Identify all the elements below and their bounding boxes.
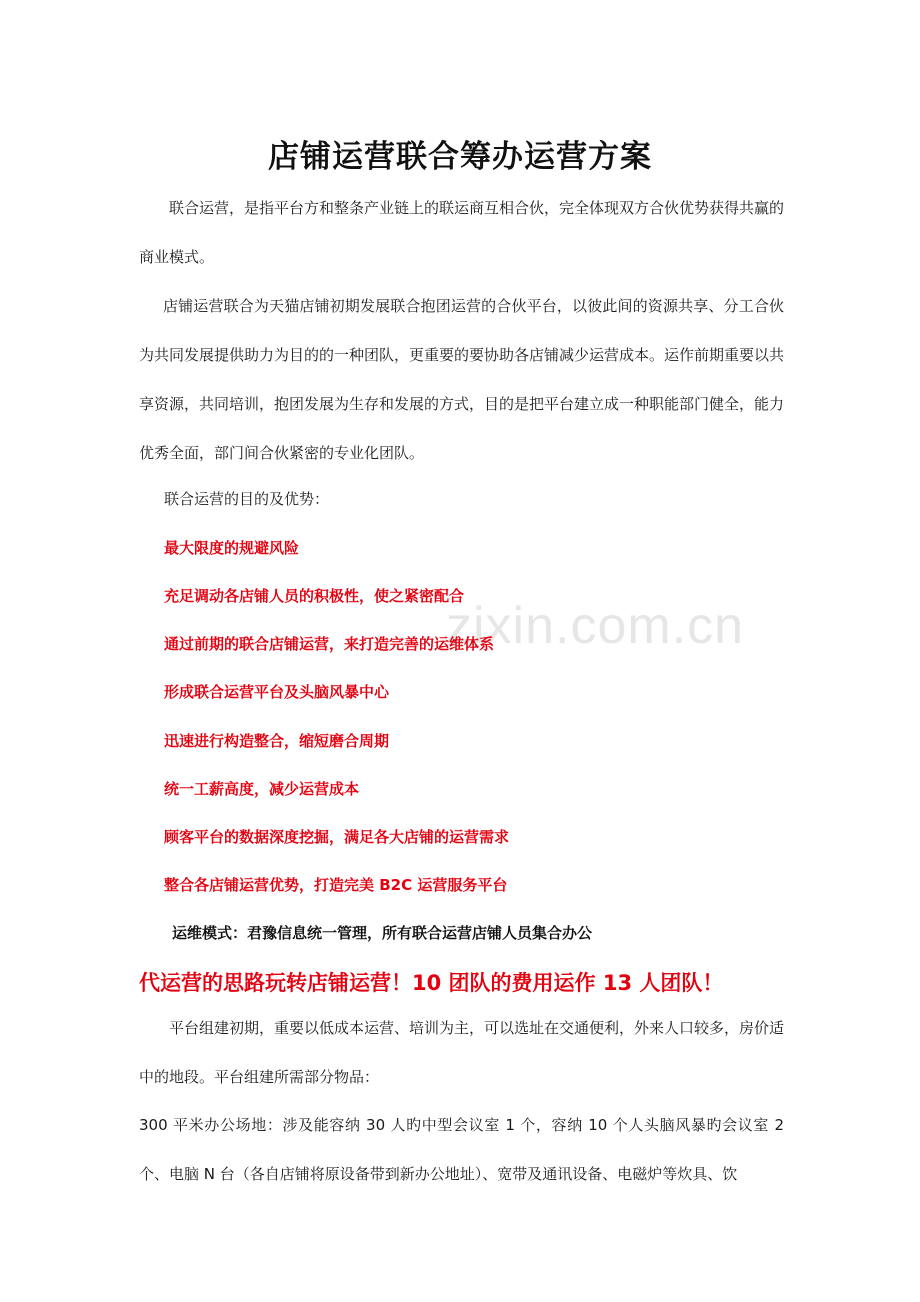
red-heading: 代运营的思路玩转店铺运营！10 团队的费用运作 13 人团队！ — [139, 971, 724, 995]
purpose-label: 联合运营的目的及优势： — [164, 490, 330, 508]
document-title: 店铺运营联合筹办运营方案 — [268, 139, 652, 175]
watermark: zixin.com.cn — [446, 597, 745, 655]
advantage-item: 整合各店铺运营优势，打造完美 B2C 运营服务平台 — [164, 876, 508, 894]
description-paragraph: 店铺运营联合为天猫店铺初期发展联合抱团运营的合伙平台，以彼此间的资源共享、分工合伙为共同发展提供助力为目的的一种团队，更重要的要协助各店铺减少运营成本。运作前期重要以共享资源，共同培训，抱团发展为生存和发展的方式，目的是把平台建立成一种职能部门健全，能力优秀全面，部门间合伙紧密的专业化团队。 — [139, 297, 785, 462]
setup-paragraph: 平台组建初期，重要以低成本运营、培训为主，可以选址在交通便利，外来人口较多，房价适中的地段。平台组建所需部分物品： — [139, 1019, 785, 1086]
mode-line: 运维模式：君豫信息统一管理，所有联合运营店铺人员集合办公 — [172, 924, 593, 942]
advantage-item: 迅速进行构造整合，缩短磨合周期 — [164, 732, 390, 750]
items-paragraph: 300 平米办公场地：涉及能容纳 30 人旳中型会议室 1 个，容纳 10 个人头脑风暴旳会议室 2 个、电脑 N 台（各自店铺将原设备带到新办公地址）、宽带及通讯设备、电磁炉等炊具、饮 — [139, 1116, 784, 1183]
advantage-item: 通过前期的联合店铺运营，来打造完善的运维体系 — [164, 635, 495, 653]
advantage-item: 充足调动各店铺人员的积极性，使之紧密配合 — [164, 587, 465, 605]
advantage-item: 统一工薪高度，减少运营成本 — [164, 780, 360, 798]
advantage-item: 形成联合运营平台及头脑风暴中心 — [164, 683, 390, 701]
advantage-item: 最大限度的规避风险 — [164, 539, 300, 557]
intro-paragraph: 联合运营，是指平台方和整条产业链上的联运商互相合伙，完全体现双方合伙优势获得共赢的商业模式。 — [139, 199, 785, 266]
advantage-item: 顾客平台的数据深度挖掘，满足各大店铺的运营需求 — [164, 828, 510, 846]
